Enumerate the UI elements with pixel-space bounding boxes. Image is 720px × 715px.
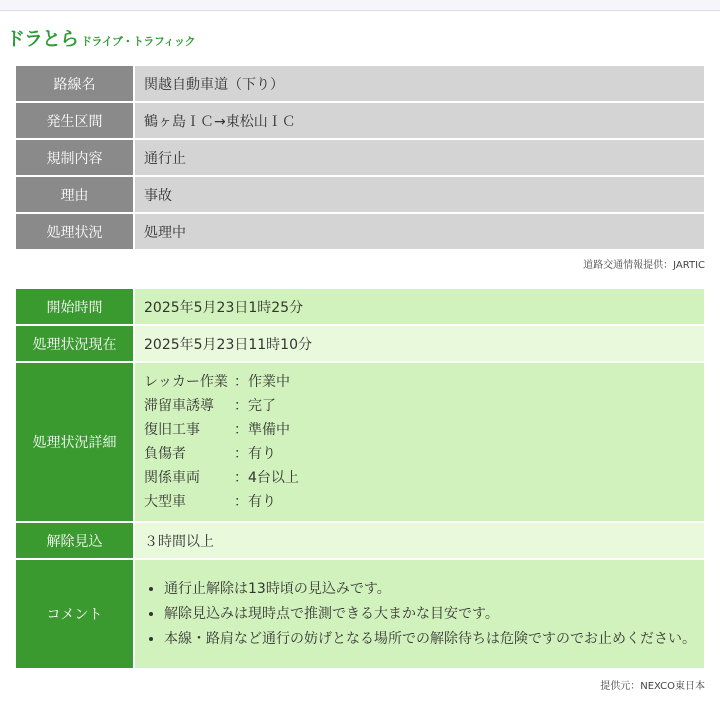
top-rule bbox=[0, 0, 720, 11]
row-label-reason: 理由 bbox=[16, 177, 135, 214]
row-label-route: 路線名 bbox=[16, 66, 135, 103]
status-table bbox=[16, 289, 704, 670]
status-row-detail bbox=[16, 363, 704, 523]
row-value-regulation: 通行止 bbox=[135, 140, 704, 177]
road-info-row bbox=[16, 214, 704, 251]
detail-val: ：有り bbox=[234, 494, 276, 510]
detail-label: 処理状況詳細 bbox=[16, 363, 135, 523]
comment-item: • 解除見込みは現時点で推測できる大まかな目安です。 bbox=[164, 602, 704, 627]
status-row-current bbox=[16, 326, 704, 363]
comment-list bbox=[144, 577, 704, 652]
site-logo[interactable] bbox=[6, 26, 195, 50]
start-time-label: 開始時間 bbox=[16, 289, 135, 326]
detail-val: ：4台以上 bbox=[234, 470, 299, 486]
road-info-row bbox=[16, 140, 704, 177]
status-row-start bbox=[16, 289, 704, 326]
status-row-release bbox=[16, 523, 704, 560]
comment-item: • 本線・路肩など通行の妨げとなる場所での解除待ちは危険ですのでお止めください。 bbox=[164, 627, 704, 652]
detail-item bbox=[144, 370, 704, 394]
detail-key: 復旧工事 bbox=[144, 422, 200, 438]
jartic-credit: 道路交通情報提供：JARTIC bbox=[583, 260, 705, 271]
detail-value bbox=[135, 363, 704, 523]
row-value-section: 鶴ヶ島ＩＣ→東松山ＩＣ bbox=[135, 103, 704, 140]
nexco-credit: 提供元：NEXCO東日本 bbox=[600, 681, 705, 692]
detail-item bbox=[144, 418, 704, 442]
detail-key: レッカー作業 bbox=[144, 374, 228, 390]
road-info-table bbox=[16, 66, 704, 251]
row-value-status: 処理中 bbox=[135, 214, 704, 251]
road-info-row bbox=[16, 103, 704, 140]
detail-item bbox=[144, 442, 704, 466]
detail-val: ：完了 bbox=[234, 398, 276, 414]
row-value-reason: 事故 bbox=[135, 177, 704, 214]
release-value: ３時間以上 bbox=[135, 523, 704, 560]
road-info-row bbox=[16, 66, 704, 103]
detail-key: 滞留車誘導 bbox=[144, 398, 214, 414]
logo-main-text: ドラとら bbox=[6, 28, 79, 50]
detail-key: 負傷者 bbox=[144, 446, 186, 462]
comment-value bbox=[135, 560, 704, 670]
road-info-row bbox=[16, 177, 704, 214]
row-value-route: 関越自動車道（下り） bbox=[135, 66, 704, 103]
detail-item bbox=[144, 466, 704, 490]
row-label-status: 処理状況 bbox=[16, 214, 135, 251]
detail-item bbox=[144, 490, 704, 514]
detail-key: 大型車 bbox=[144, 494, 186, 510]
row-label-section: 発生区間 bbox=[16, 103, 135, 140]
current-status-value: 2025年5月23日11時10分 bbox=[135, 326, 704, 363]
logo-sub-text: ドライブ・トラフィック bbox=[81, 35, 195, 48]
detail-val: ：有り bbox=[234, 446, 276, 462]
detail-val: ：準備中 bbox=[234, 422, 290, 438]
status-row-comment bbox=[16, 560, 704, 670]
detail-item bbox=[144, 394, 704, 418]
detail-key: 関係車両 bbox=[144, 470, 200, 486]
current-status-label: 処理状況現在 bbox=[16, 326, 135, 363]
row-label-regulation: 規制内容 bbox=[16, 140, 135, 177]
detail-val: ：作業中 bbox=[234, 374, 290, 390]
release-label: 解除見込 bbox=[16, 523, 135, 560]
comment-item: • 通行止解除は13時頃の見込みです。 bbox=[164, 577, 704, 602]
comment-label: コメント bbox=[16, 560, 135, 670]
start-time-value: 2025年5月23日1時25分 bbox=[135, 289, 704, 326]
